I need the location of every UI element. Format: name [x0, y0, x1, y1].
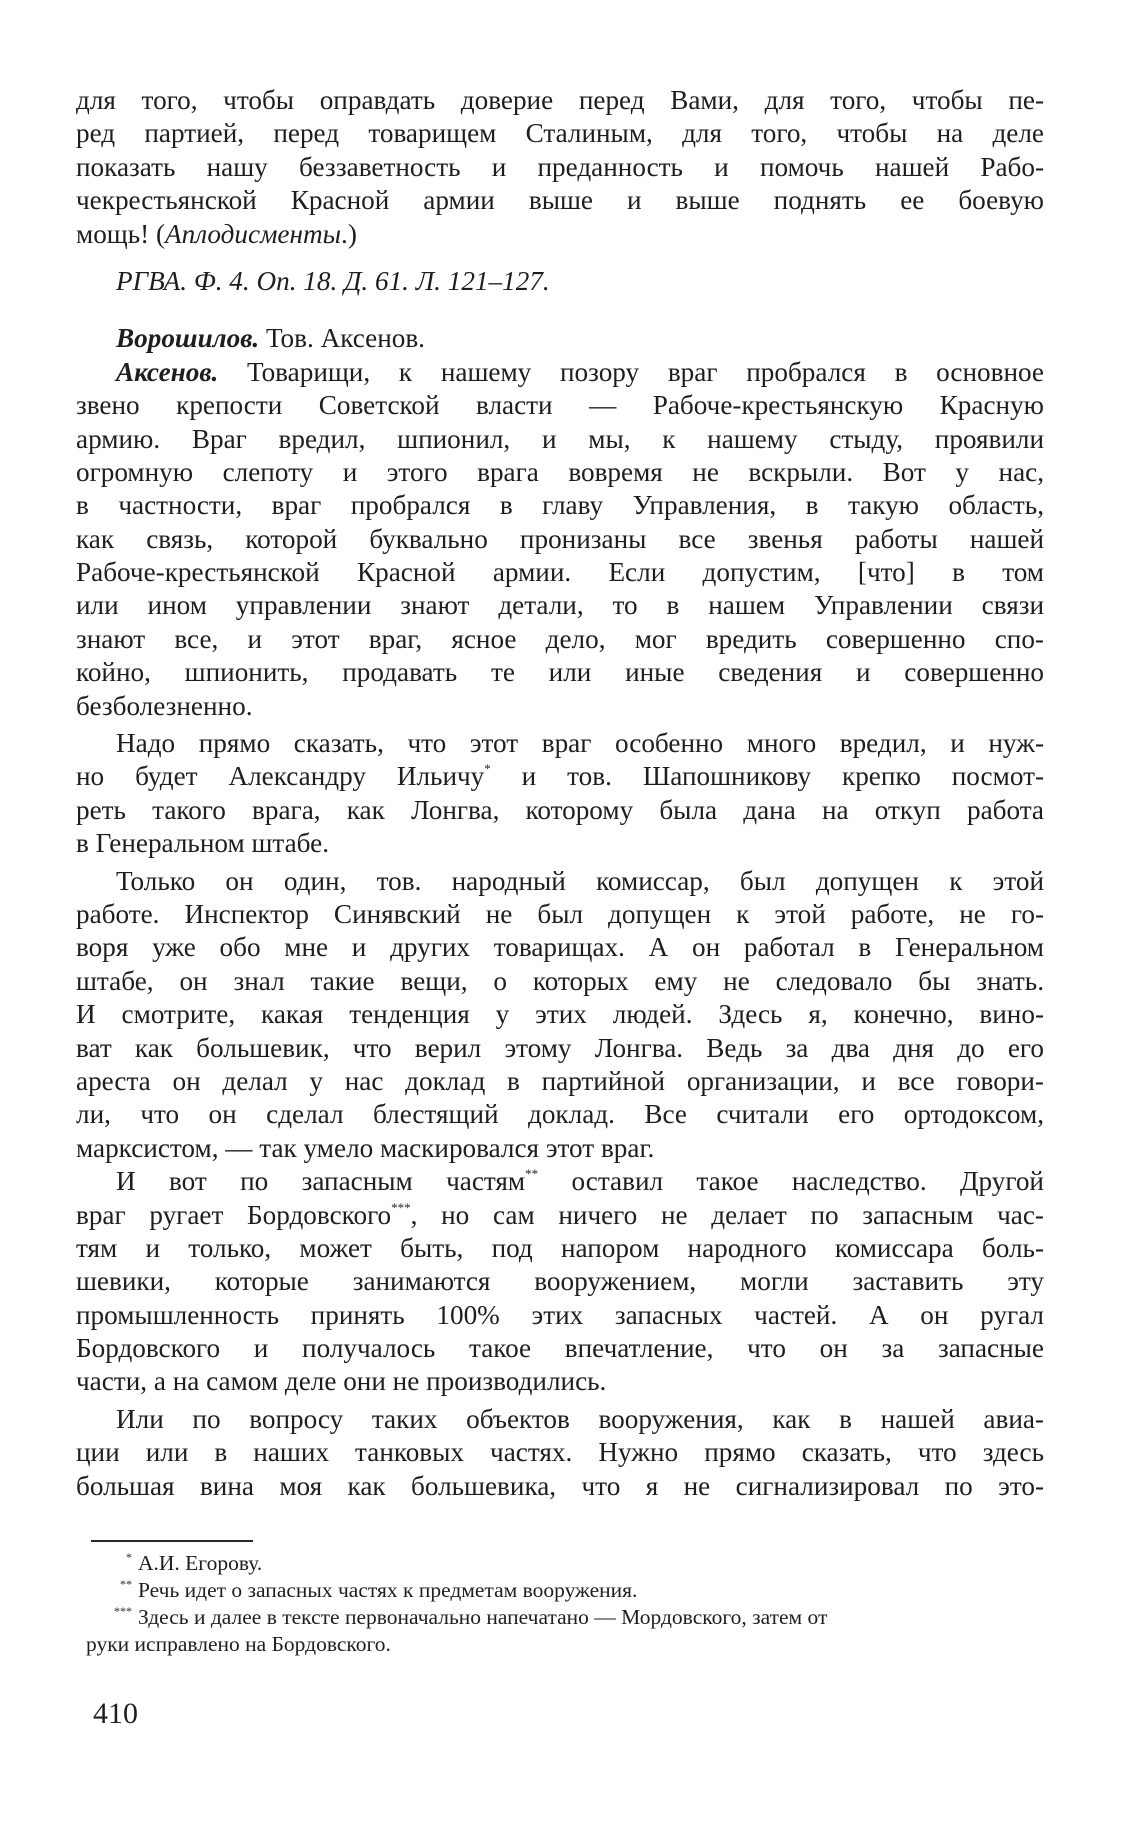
text-fragment: но будет Александру Ильичу	[76, 761, 485, 792]
footnote-marker-3: ***	[391, 1199, 411, 1215]
text-line: безболезненно.	[76, 690, 253, 721]
text-line: Бордовского и получалось такое впечатление, что он за запасные	[76, 1333, 1044, 1364]
text-line: ареста он делал у нас доклад в партийной организации, и все говори-	[76, 1065, 1044, 1096]
text-line: промышленность принять 100% этих запасных частей. А он ругал	[76, 1299, 1044, 1330]
archive-source-reference: РГВА. Ф. 4. Оп. 18. Д. 61. Л. 121–127.	[116, 265, 550, 296]
text-line: ли, что он сделал блестящий доклад. Все считали его ортодоксом,	[76, 1099, 1044, 1130]
speaker-text: Тов. Аксенов.	[259, 323, 425, 354]
footnote-1: * А.И. Егорову.	[126, 1550, 263, 1575]
text-line: как связь, которой буквально пронизаны все звенья работы нашей	[76, 523, 1044, 554]
footnote-3-continuation: руки исправлено на Бордовского.	[86, 1632, 391, 1656]
footnote-3: *** Здесь и далее в тексте первоначально напечатано — Мордовского, затем от	[114, 1604, 828, 1629]
speaker-text: Товарищи, к нашему позору враг пробрался в основное	[218, 356, 1044, 387]
paragraph-3	[76, 727, 1044, 861]
text-line: койно, шпионить, продавать те или иные сведения и совершенно	[76, 657, 1044, 688]
footnote-2: ** Речь идет о запасных частях к предметам вооружения.	[120, 1577, 638, 1602]
paragraph-4	[76, 865, 1044, 1166]
text-line: в Генеральном штабе.	[76, 828, 330, 859]
footnote-divider	[91, 1540, 253, 1542]
paragraph-1	[76, 84, 1044, 251]
footnotes	[86, 1550, 1046, 1658]
text-line: воря уже обо мне и других товарищах. А он работал в Генеральном	[76, 932, 1044, 963]
paragraph-6	[76, 1403, 1044, 1503]
text-line: ции или в наших танковых частях. Нужно прямо сказать, что здесь	[76, 1437, 1044, 1468]
text-line: для того, чтобы оправдать доверие перед Вами, для того, чтобы пе-	[76, 85, 1044, 115]
applause-remark: Аплодисменты	[165, 218, 342, 249]
text-fragment: оставил такое наследство. Другой	[538, 1166, 1044, 1197]
text-line: части, а на самом деле они не производились.	[76, 1366, 607, 1397]
text-line: или ином управлении знают детали, то в нашем Управлении связи	[76, 590, 1044, 621]
page-number: 410	[93, 1697, 138, 1730]
text-line: знают все, и этот враг, ясное дело, мог вредить совершенно спо-	[76, 623, 1044, 654]
text-fragment: мощь! (	[76, 218, 166, 249]
speaker-line-voroshilov	[76, 322, 1044, 355]
footnote-text: Речь идет о запасных частях к предметам вооружения.	[138, 1578, 638, 1602]
text-line: показать нашу беззаветность и преданность и помочь нашей Рабо-	[76, 151, 1044, 182]
speaker-name: Ворошилов.	[116, 323, 260, 354]
text-line: реть такого врага, как Лонгва, которому была дана на откуп работа	[76, 794, 1044, 825]
text-line: Или по вопросу таких объектов вооружения, как в нашей авиа-	[116, 1403, 1044, 1434]
speaker-line-aksenov	[76, 356, 1044, 389]
text-line: И смотрите, какая тенденция у этих людей. Здесь я, конечно, вино-	[76, 999, 1044, 1030]
footnote-marker-2: **	[525, 1166, 539, 1182]
text-line	[76, 760, 1044, 793]
text-line: работе. Инспектор Синявский не был допущен к этой работе, не го-	[76, 899, 1044, 929]
text-line	[76, 218, 1044, 251]
text-line: ват как большевик, что верил этому Лонгва. Ведь за два дня до его	[76, 1032, 1044, 1063]
text-line: чекрестьянской Красной армии выше и выше поднять ее боевую	[76, 185, 1044, 216]
text-line: огромную слепоту и этого врага вовремя не вскрыли. Вот у нас,	[76, 456, 1044, 487]
text-line: Только он один, тов. народный комиссар, был допущен к этой	[116, 865, 1044, 896]
footnote-text: А.И. Егорову.	[138, 1551, 263, 1575]
text-line: Рабоче-крестьянской Красной армии. Если допустим, [что] в том	[76, 557, 1044, 588]
page-body	[76, 84, 1044, 1503]
text-fragment: враг ругает Бордовского	[76, 1199, 392, 1230]
text-line: большая вина моя как большевика, что я не сигнализировал по это-	[76, 1470, 1044, 1501]
text-line: марксистом, — так умело маскировался этот враг.	[76, 1132, 655, 1163]
paragraph-5	[76, 1165, 1044, 1399]
footnote-text: Здесь и далее в тексте первоначально напечатано — Мордовского, затем от	[138, 1605, 828, 1629]
text-fragment: .)	[341, 218, 357, 249]
text-fragment: И вот по запасным частям	[116, 1166, 526, 1197]
text-fragment: , но сам ничего не делает по запасным час-	[410, 1199, 1044, 1230]
text-line	[76, 1199, 1044, 1232]
text-line: звено крепости Советской власти — Рабоче-крестьянскую Красную	[76, 390, 1044, 421]
text-line: Надо прямо сказать, что этот враг особенно много вредил, и нуж-	[116, 728, 1044, 759]
text-fragment: и тов. Шапошникову крепко посмот-	[490, 761, 1045, 792]
speaker-name: Аксенов.	[116, 356, 219, 387]
text-line: в частности, враг пробрался в главу Управления, в такую область,	[76, 490, 1044, 521]
footnote-marker-1: *	[484, 761, 491, 777]
text-line: шевики, которые занимаются вооружением, могли заставить эту	[76, 1266, 1044, 1297]
text-line: тям и только, может быть, под напором народного комиссара боль-	[76, 1232, 1044, 1263]
paragraph-2	[76, 356, 1044, 723]
text-line: ред партией, перед товарищем Сталиным, для того, чтобы на деле	[76, 118, 1044, 149]
text-line: армию. Враг вредил, шпионил, и мы, к нашему стыду, проявили	[76, 423, 1044, 454]
text-line: штабе, он знал такие вещи, о которых ему не следовало бы знать.	[76, 965, 1044, 996]
text-line	[76, 1165, 1044, 1198]
